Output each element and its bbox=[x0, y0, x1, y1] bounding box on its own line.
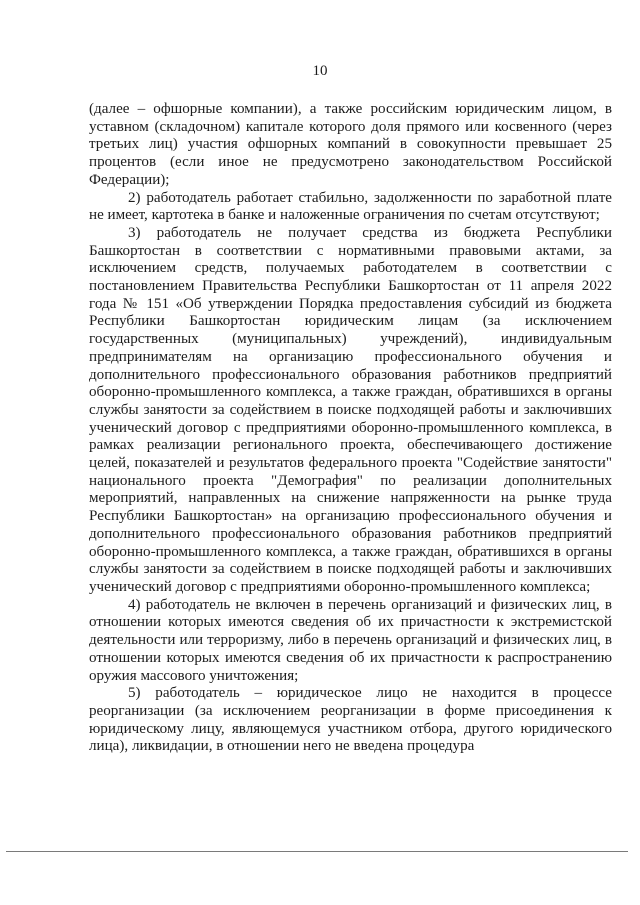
page-number: 10 bbox=[312, 63, 328, 79]
paragraph-continuation: (далее – офшорные компании), а также российским юридическим лицом, в уставном (складочном) капитале которого доля прямого или косвенного (через третьих лиц) участия офшорных компаний в совокупности превышает 25 процентов (если иное не предусмотрено законодательством Российской Федерации); bbox=[89, 101, 612, 188]
document-body bbox=[89, 101, 612, 756]
paragraph-item-4: 4) работодатель не включен в перечень организаций и физических лиц, в отношении которых имеются сведения об их причастности к экстремистской деятельности или терроризму, либо в перечень организаций и физических лиц, в отношении которых имеются сведения об их причастности к распространению оружия массового уничтожения; bbox=[89, 596, 612, 684]
paragraph-item-2: 2) работодатель работает стабильно, задолженности по заработной плате не имеет, картотека в банке и наложенные ограничения по счетам отсутствуют; bbox=[89, 189, 612, 224]
scan-edge-line bbox=[6, 851, 628, 852]
paragraph-item-3: 3) работодатель не получает средства из бюджета Республики Башкортостан в соответствии с нормативными правовыми актами, за исключением средств, получаемых работодателем в соответствии с постановлением Правительства Республики Башкортостан от 11 апреля 2022 года № 151 «Об утверждении Порядка предоставления субсидий из бюджета Республики Башкортостан юридическим лицам (за исключением государственных (муниципальных) учреждений), индивидуальным предпринимателям на организацию профессионального обучения и дополнительного профессионального образования работников предприятий оборонно-промышленного комплекса, а также граждан, обратившихся в органы службы занятости за содействием в поиске подходящей работы и заключивших ученический договор с предприятиями оборонно-промышленного комплекса, в рамках реализации регионального проекта, обеспечивающего достижение целей, показателей и результатов федерального проекта "Содействие занятости" национального проекта "Демография" по реализации дополнительных мероприятий, направленных на снижение напряженности на рынке труда Республики Башкортостан» на организацию профессионального обучения и дополнительного профессионального образования работников предприятий оборонно-промышленного комплекса, а также граждан, обратившихся в органы службы занятости за содействием в поиске подходящей работы и заключивших ученический договор с предприятиями оборонно-промышленного комплекса; bbox=[89, 224, 612, 595]
paragraph-item-5: 5) работодатель – юридическое лицо не находится в процессе реорганизации (за исключением реорганизации в форме присоединения к юридическому лицу, являющемуся участником отбора, другого юридического лица), ликвидации, в отношении него не введена процедура bbox=[89, 685, 612, 755]
